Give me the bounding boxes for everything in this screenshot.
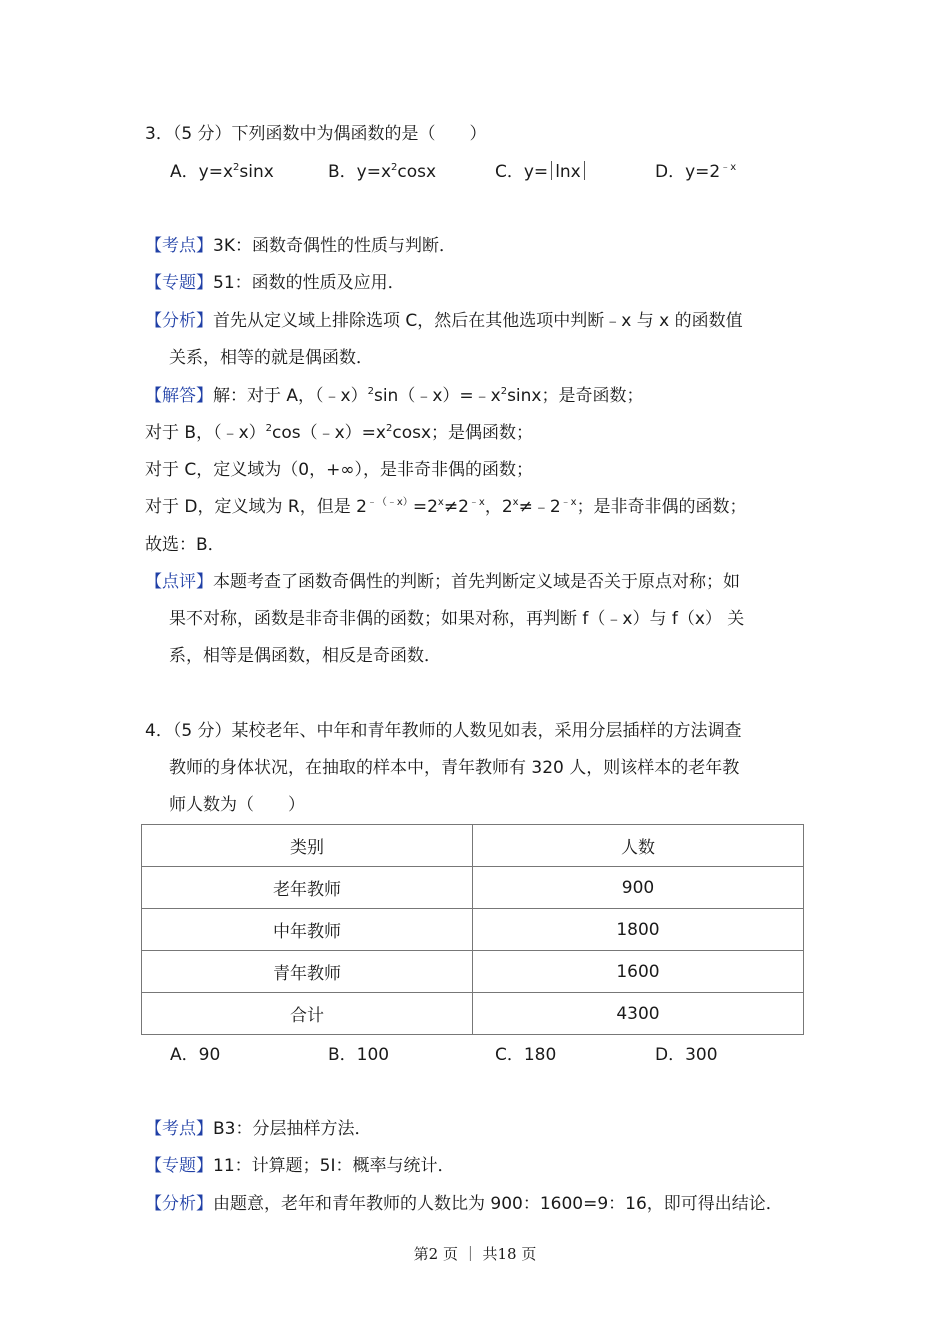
q4-option-a: A．90 xyxy=(170,1045,221,1065)
table-cell: 老年教师 xyxy=(142,867,473,909)
abs-bar-left xyxy=(551,161,552,180)
q3-guxuan: 故选：B． xyxy=(145,535,225,555)
q4-option-c: C．180 xyxy=(495,1045,557,1065)
q3-dianping-line3: 系，相等是偶函数，相反是奇函数． xyxy=(169,646,441,666)
q4-stem-line1: 4．（5 分）某校老年、中年和青年教师的人数见如表，采用分层插样的方法调查 xyxy=(145,721,742,741)
zhuanti-tag: 【专题】 xyxy=(145,1156,213,1176)
q4-stem-line2: 教师的身体状况，在抽取的样本中，青年教师有 320 人，则该样本的老年教 xyxy=(169,758,740,778)
teacher-count-table xyxy=(141,824,804,1035)
q3-dianping-line1: 【点评】本题考查了函数奇偶性的判断；首先判断定义域是否关于原点对称；如 xyxy=(145,572,740,592)
fenxi-tag: 【分析】 xyxy=(145,311,213,331)
jieda-tag: 【解答】 xyxy=(145,386,213,406)
table-row xyxy=(142,951,804,993)
q3-zhuanti: 【专题】51：函数的性质及应用． xyxy=(145,273,405,293)
q4-stem-line3: 师人数为（ ） xyxy=(169,795,305,815)
table-cell: 青年教师 xyxy=(142,951,473,993)
table-cell: 合计 xyxy=(142,993,473,1035)
q3-jieda-a: 【解答】解：对于 A，$(﹣x)^2\sin(﹣x)=﹣x^2\sin x$；是奇函数； xyxy=(145,386,644,406)
table-cell: 中年教师 xyxy=(142,909,473,951)
q3-jieda-b: 对于 B，$(﹣x)^2\cos(﹣x)=x^2\cos x$；是偶函数； xyxy=(145,423,534,443)
q3-option-c: C．y= lnx xyxy=(495,161,588,183)
table-header-cell: 人数 xyxy=(473,825,804,867)
q3-kaodian: 【考点】3K：函数奇偶性的性质与判断． xyxy=(145,236,456,256)
q3-fenxi-line1: 【分析】首先从定义域上排除选项 C，然后在其他选项中判断﹣x 与 x 的函数值 xyxy=(145,311,743,331)
q4-option-b: B．100 xyxy=(328,1045,390,1065)
page-footer: 第2 页 ｜ 共18 页 xyxy=(413,1245,537,1263)
zhuanti-tag: 【专题】 xyxy=(145,273,213,293)
q3-jieda-d: 对于 D，定义域为 R，但是 $2^{﹣(﹣x)}=2^x\ne 2^{﹣x}$，$2^x\ne﹣2^{﹣x}$；是非奇非偶的函数； xyxy=(145,497,747,517)
q4-option-d: D．300 xyxy=(655,1045,718,1065)
table-cell: 900 xyxy=(473,867,804,909)
q3-dianping-line2: 果不对称，函数是非奇非偶的函数；如果对称，再判断 f（﹣x）与 f（x） 关 xyxy=(169,609,745,629)
table-row xyxy=(142,867,804,909)
table-cell: 1800 xyxy=(473,909,804,951)
q4-fenxi: 【分析】由题意，老年和青年教师的人数比为 900：1600=9：16，即可得出结论． xyxy=(145,1194,783,1214)
q3-jieda-c: 对于 C，定义域为（0，+∞），是非奇非偶的函数； xyxy=(145,460,533,480)
q4-zhuanti: 【专题】11：计算题；5I：概率与统计． xyxy=(145,1156,455,1176)
table-header-cell: 类别 xyxy=(142,825,473,867)
q3-fenxi-line2: 关系，相等的就是偶函数． xyxy=(169,348,373,368)
table-header-row xyxy=(142,825,804,867)
q4-kaodian: 【考点】B3：分层抽样方法． xyxy=(145,1119,372,1139)
q3-stem: 3．（5 分）下列函数中为偶函数的是（ ） xyxy=(145,124,487,144)
table-row xyxy=(142,993,804,1035)
q3-option-b: B．$y=x^2\cos x$ xyxy=(328,162,437,182)
table-cell: 1600 xyxy=(473,951,804,993)
kaodian-tag: 【考点】 xyxy=(145,1119,213,1139)
abs-bar-right xyxy=(584,161,585,180)
q3-option-d: D．$y=2^{﹣x}$ xyxy=(655,162,737,182)
kaodian-tag: 【考点】 xyxy=(145,236,213,256)
table-cell: 4300 xyxy=(473,993,804,1035)
q3-option-a: A．$y=x^2\sin x$ xyxy=(170,162,274,182)
dianping-tag: 【点评】 xyxy=(145,572,213,592)
fenxi-tag: 【分析】 xyxy=(145,1194,213,1214)
table-row xyxy=(142,909,804,951)
